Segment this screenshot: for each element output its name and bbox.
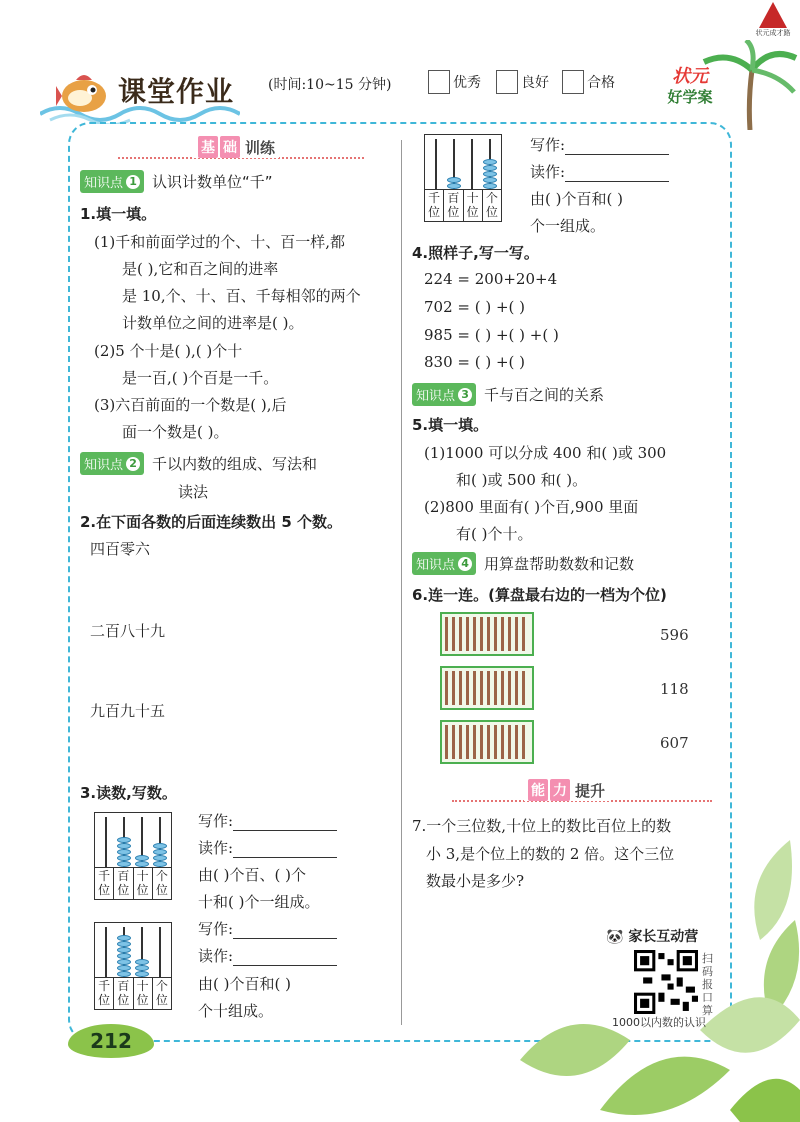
write-prompt: 写作: bbox=[198, 810, 337, 831]
q4-line: 985 = ( ) +( ) +( ) bbox=[424, 326, 559, 344]
rating-checkbox[interactable] bbox=[428, 70, 450, 94]
palm-tree-icon bbox=[690, 40, 800, 130]
question-1-title: 1.填一填。 bbox=[80, 205, 157, 223]
match-answer[interactable]: 596 bbox=[660, 626, 689, 644]
horizontal-abacus-3[interactable] bbox=[440, 720, 534, 764]
q1-line: (1)千和前面学过的个、十、百一样,都 bbox=[94, 233, 346, 251]
page-title: 课堂作业 bbox=[118, 75, 235, 108]
panda-icon: 🐼 bbox=[606, 929, 624, 945]
section-ability-improve: 能 力 提升 bbox=[524, 779, 609, 801]
rating-pass[interactable]: 合格 bbox=[562, 70, 615, 94]
q5-line: 有( )个十。 bbox=[456, 525, 533, 543]
brand-logo: 状元 好学案 bbox=[667, 66, 713, 106]
q3a-line: 十和( )个一组成。 bbox=[198, 893, 320, 911]
answer-line[interactable] bbox=[565, 141, 669, 155]
rating-checkbox[interactable] bbox=[496, 70, 518, 94]
abacus-diagram-a: 千位 百位 十位 个位 bbox=[94, 812, 172, 900]
time-note: (时间:10~15 分钟) bbox=[268, 77, 392, 93]
knowledge-point-2: 知识点 2 千以内数的组成、写法和 bbox=[80, 452, 317, 475]
read-prompt: 读作: bbox=[198, 945, 337, 966]
answer-line[interactable] bbox=[233, 817, 337, 831]
q1-line: 面一个数是( )。 bbox=[122, 423, 229, 441]
knowledge-point-4: 知识点 4 用算盘帮助数数和记数 bbox=[412, 552, 634, 575]
rating-checkbox[interactable] bbox=[562, 70, 584, 94]
q1-line: 计数单位之间的进率是( )。 bbox=[122, 314, 304, 332]
column-divider bbox=[401, 140, 402, 1025]
q1-line: 是一百,( )个百是一千。 bbox=[122, 369, 279, 387]
q2-item: 四百零六 bbox=[90, 540, 151, 558]
knowledge-point-1: 知识点 1 认识计数单位“千” bbox=[80, 170, 273, 193]
rating-good[interactable]: 良好 bbox=[496, 70, 549, 94]
qr-code-icon[interactable] bbox=[634, 950, 698, 1014]
question-3-title: 3.读数,写数。 bbox=[80, 784, 177, 802]
read-prompt: 读作: bbox=[530, 161, 669, 182]
horizontal-abacus-2[interactable] bbox=[440, 666, 534, 710]
q2-item: 九百九十五 bbox=[90, 702, 166, 720]
q3b-line: 由( )个百和( ) bbox=[198, 975, 291, 993]
answer-line[interactable] bbox=[233, 952, 337, 966]
knowledge-point-2-title-cont: 读法 bbox=[178, 483, 209, 501]
q5-line: (2)800 里面有( )个百,900 里面 bbox=[424, 498, 639, 516]
parent-interaction-label: 🐼 家长互动营 bbox=[606, 929, 699, 945]
answer-line[interactable] bbox=[233, 844, 337, 858]
write-prompt: 写作: bbox=[530, 134, 669, 155]
rating-excellent[interactable]: 优秀 bbox=[428, 70, 481, 94]
q5-line: 和( )或 500 和( )。 bbox=[456, 471, 588, 489]
q1-line: 是( ),它和百之间的进率 bbox=[122, 260, 279, 278]
question-6-title: 6.连一连。(算盘最右边的一档为个位) bbox=[412, 586, 667, 604]
abacus-diagram-c: 千位 百位 十位 个位 bbox=[424, 134, 502, 222]
q3a-line: 由( )个百、( )个 bbox=[198, 866, 306, 884]
abacus-diagram-b: 千位 百位 十位 个位 bbox=[94, 922, 172, 1010]
q5-line: (1)1000 可以分成 400 和( )或 300 bbox=[424, 444, 667, 462]
match-answer[interactable]: 607 bbox=[660, 734, 689, 752]
q7-line: 7.一个三位数,十位上的数比百位上的数 bbox=[412, 817, 672, 835]
question-2-title: 2.在下面各数的后面连续数出 5 个数。 bbox=[80, 513, 343, 531]
publisher-logo: 状元成才路 bbox=[748, 2, 798, 46]
q1-line: (3)六百前面的一个数是( ),后 bbox=[94, 396, 287, 414]
qr-caption: 1000以内数的认识 bbox=[612, 1016, 706, 1029]
q3c-line: 由( )个百和( ) bbox=[530, 190, 623, 208]
answer-line[interactable] bbox=[233, 925, 337, 939]
match-answer[interactable]: 118 bbox=[660, 680, 689, 698]
q3b-line: 个十组成。 bbox=[198, 1002, 274, 1020]
q7-line: 数最小是多少? bbox=[426, 872, 525, 890]
fish-mascot-icon bbox=[56, 68, 112, 120]
q3c-line: 个一组成。 bbox=[530, 217, 606, 235]
q4-line: 830 = ( ) +( ) bbox=[424, 353, 526, 371]
q7-line: 小 3,是个位上的数的 2 倍。这个三位 bbox=[426, 845, 675, 863]
q4-example: 224 = 200+20+4 bbox=[424, 270, 558, 288]
section-basic-training: 基 础 训练 bbox=[194, 136, 279, 158]
q2-item: 二百八十九 bbox=[90, 622, 166, 640]
q1-line: (2)5 个十是( ),( )个十 bbox=[94, 342, 243, 360]
question-5-title: 5.填一填。 bbox=[412, 416, 489, 434]
page-number: 212 bbox=[68, 1024, 154, 1058]
qr-note: 扫码报口算 bbox=[702, 952, 713, 1017]
question-4-title: 4.照样子,写一写。 bbox=[412, 244, 539, 262]
horizontal-abacus-1[interactable] bbox=[440, 612, 534, 656]
write-prompt: 写作: bbox=[198, 918, 337, 939]
page-header bbox=[0, 0, 800, 130]
answer-line[interactable] bbox=[565, 168, 669, 182]
q1-line: 是 10,个、十、百、千每相邻的两个 bbox=[122, 287, 361, 305]
read-prompt: 读作: bbox=[198, 837, 337, 858]
knowledge-point-3: 知识点 3 千与百之间的关系 bbox=[412, 383, 604, 406]
q4-line: 702 = ( ) +( ) bbox=[424, 298, 526, 316]
